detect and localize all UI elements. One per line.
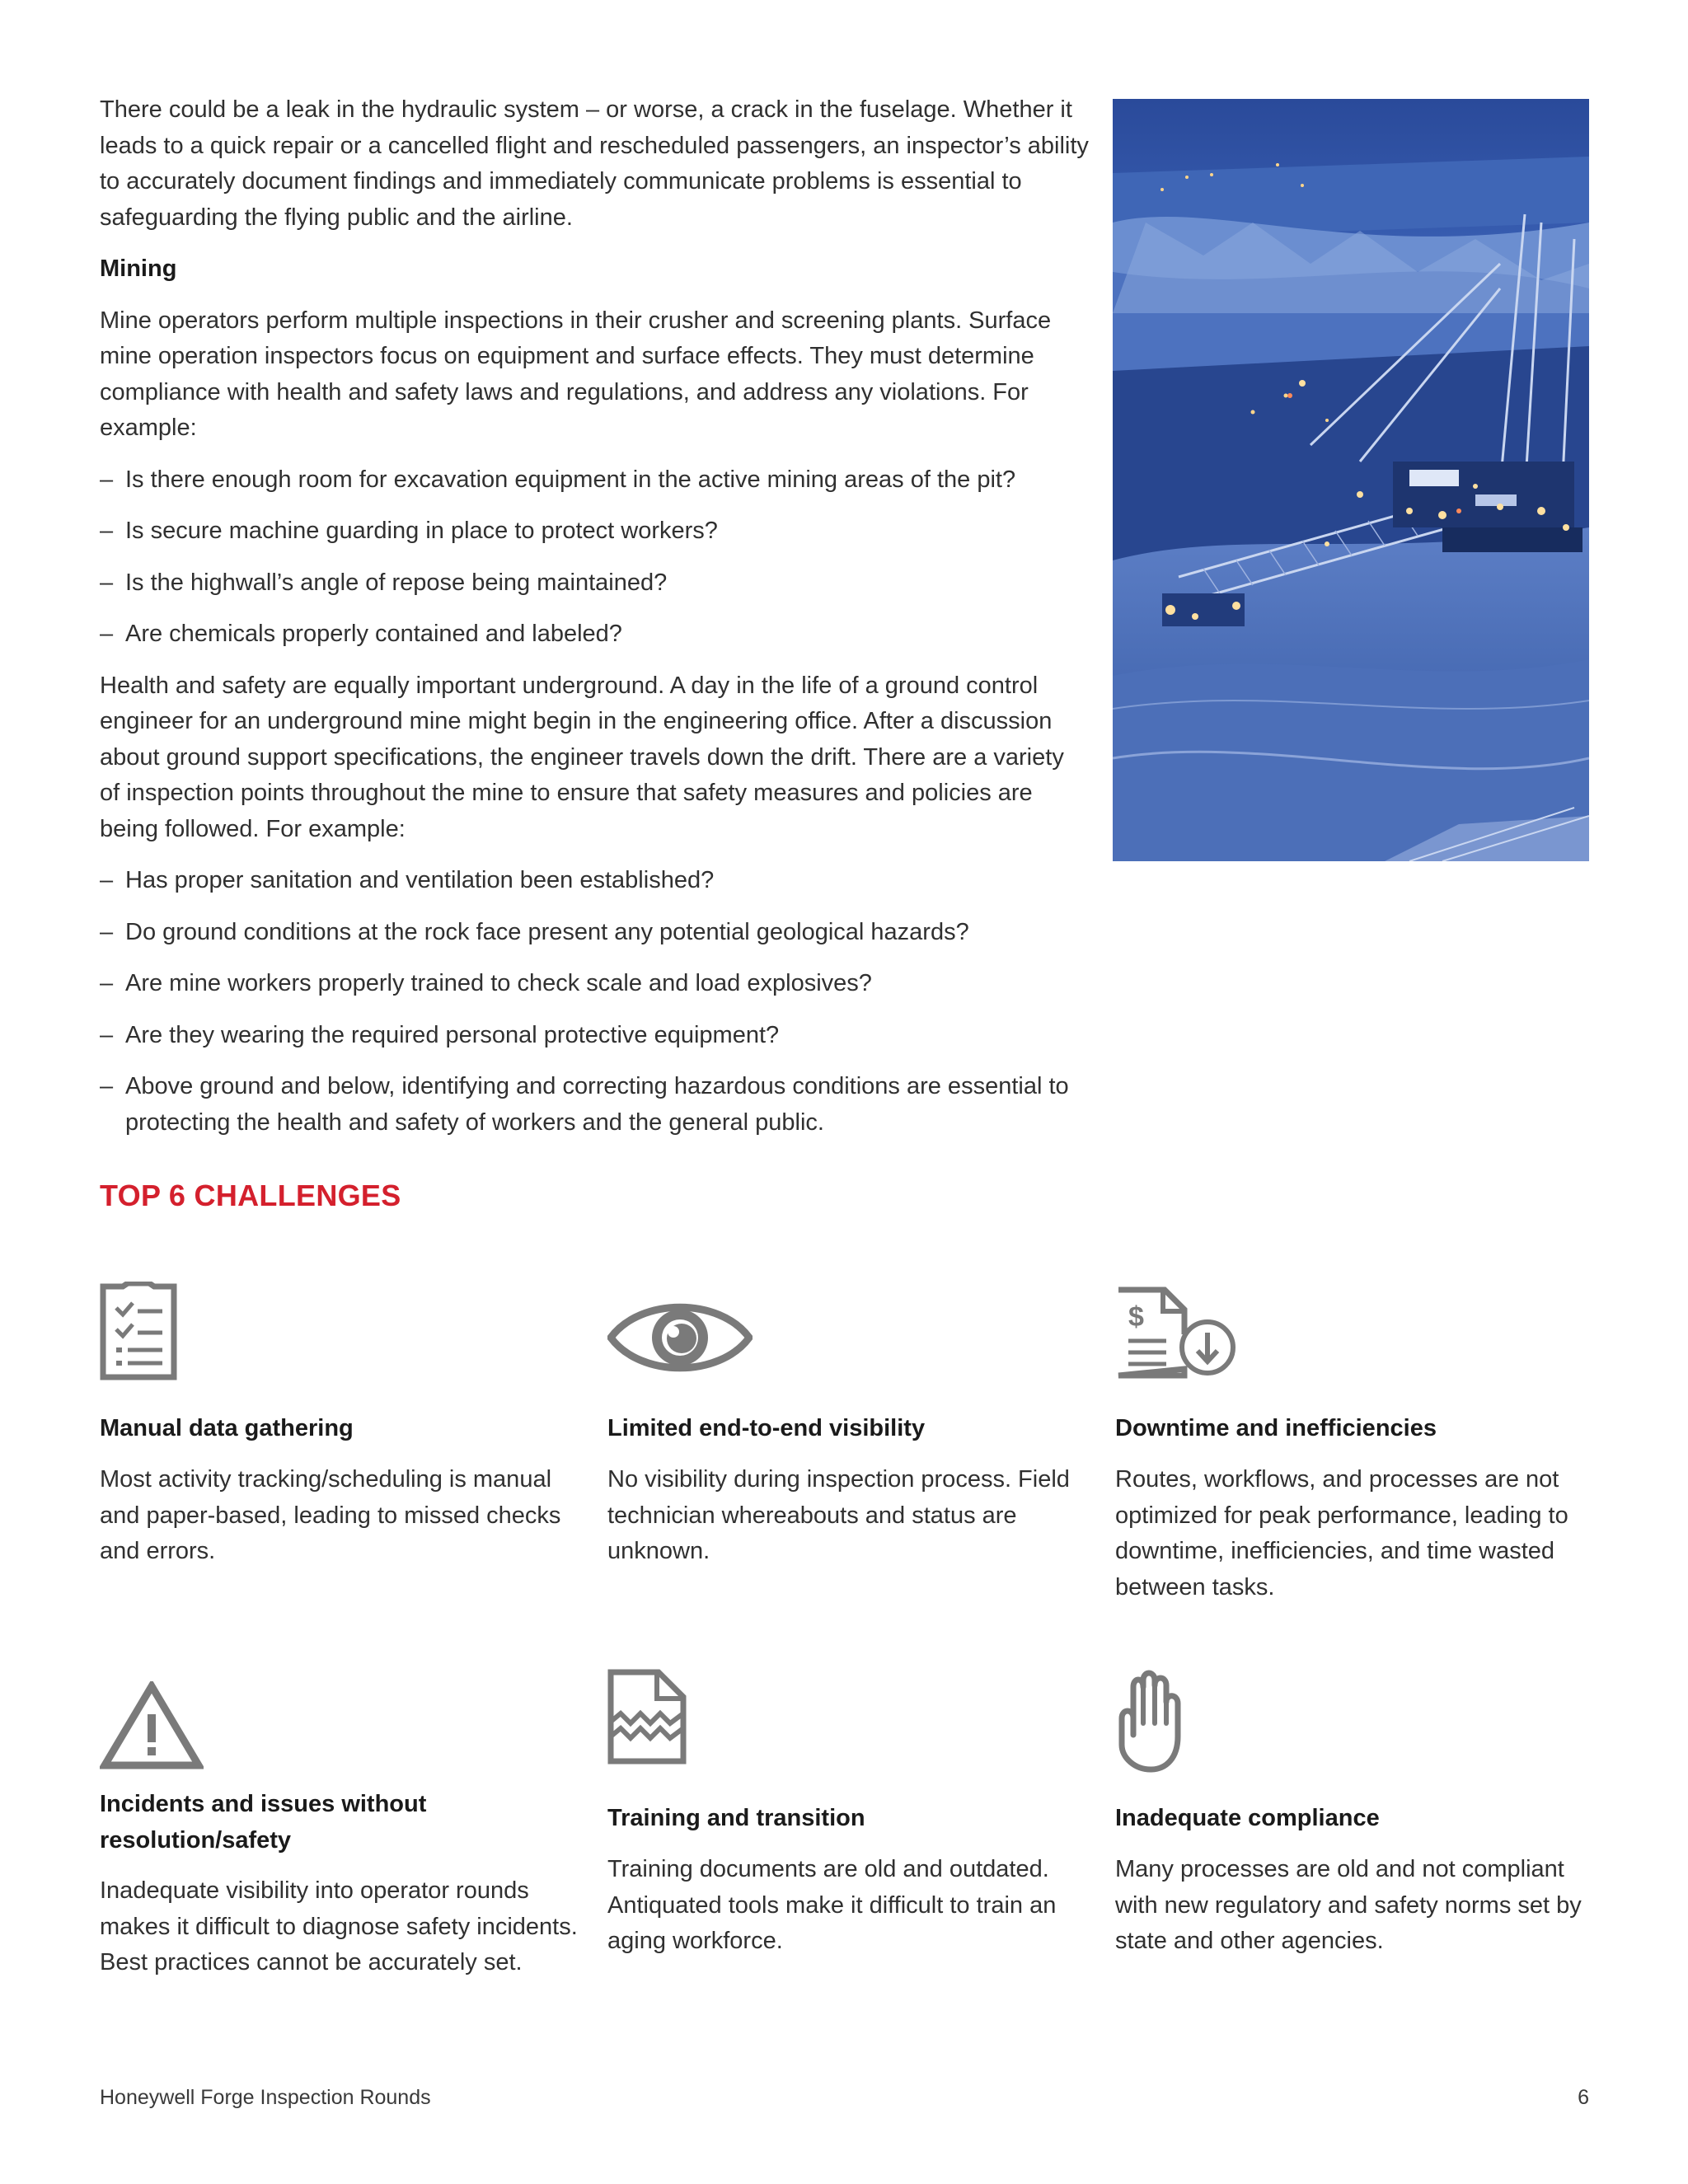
- surface-bullet-text: Is the highwall’s angle of repose being maintained?: [125, 569, 668, 596]
- clipboard-checklist-icon: [100, 1282, 177, 1385]
- challenge-description: Training documents are old and outdated. Antiquated tools make it difficult to train an aging workforce.: [607, 1856, 1057, 1954]
- bullet-dash: –: [100, 1021, 114, 1048]
- mining-heading: Mining: [100, 255, 177, 282]
- underground-bullet-text: Do ground conditions at the rock face present any potential geological hazards?: [125, 918, 969, 945]
- bullet-dash: –: [100, 867, 114, 893]
- svg-text:$: $: [1128, 1301, 1144, 1333]
- surface-bullet-text: Is secure machine guarding in place to protect workers?: [125, 518, 718, 544]
- bullet-dash: –: [100, 918, 114, 945]
- underground-bullet-text: Above ground and below, identifying and correcting hazardous conditions are essential to protecting the health and safety of workers and the general public.: [125, 1073, 1069, 1136]
- footer-document-name: Honeywell Forge Inspection Rounds: [100, 2086, 431, 2109]
- surface-bullet-text: Are chemicals properly contained and labeled?: [125, 621, 622, 647]
- underground-bullet-text: Has proper sanitation and ventilation been established?: [125, 867, 715, 893]
- challenge-description: Many processes are old and not compliant with new regulatory and safety norms set by state and other agencies.: [1115, 1856, 1582, 1954]
- challenge-description: Most activity tracking/scheduling is manual and paper-based, leading to missed checks and errors.: [100, 1466, 561, 1564]
- bullet-dash: –: [100, 518, 114, 544]
- intro-paragraph: There could be a leak in the hydraulic system – or worse, a crack in the fuselage. Whether it leads to a quick repair or a cancelled flight and rescheduled passengers, an inspector’s ability to accurately document findings and immediately communicate problems is essential to safeguarding the flying public and the airline.: [100, 96, 1089, 231]
- bullet-dash: –: [100, 1073, 114, 1099]
- challenge-title: Training and transition: [607, 1805, 865, 1831]
- challenge-title: Inadequate compliance: [1115, 1805, 1380, 1831]
- bullet-dash: –: [100, 569, 114, 596]
- challenge-title: Incidents and issues without resolution/safety: [100, 1791, 427, 1854]
- footer-page-number: 6: [1578, 2086, 1589, 2109]
- underground-bullet-text: Are mine workers properly trained to check scale and load explosives?: [125, 970, 872, 996]
- torn-document-icon: [607, 1669, 688, 1770]
- bullet-dash: –: [100, 970, 114, 996]
- bullet-dash: –: [100, 466, 114, 493]
- challenge-title: Manual data gathering: [100, 1415, 354, 1441]
- surface-bullet-text: Is there enough room for excavation equipment in the active mining areas of the pit?: [125, 466, 1016, 493]
- invoice-download-icon: [1115, 1286, 1239, 1390]
- underground-paragraph: Health and safety are equally important underground. A day in the life of a ground control engineer for an underground mine might begin in the engineering office. After a discussion about ground support specifications, the engineer travels down the drift. There are a variety of inspection points throughout the mine to ensure that safety measures and policies are being followed. For example:: [100, 672, 1064, 842]
- bullet-dash: –: [100, 621, 114, 647]
- challenge-description: No visibility during inspection process. Field technician whereabouts and status are unknown.: [607, 1466, 1070, 1564]
- warning-triangle-icon: [100, 1681, 204, 1774]
- challenge-description: Inadequate visibility into operator rounds makes it difficult to diagnose safety incidents. Best practices cannot be accurately set.: [100, 1877, 578, 1975]
- challenge-title: Downtime and inefficiencies: [1115, 1415, 1437, 1441]
- mining-paragraph: Mine operators perform multiple inspections in their crusher and screening plants. Surface mine operation inspectors focus on equipment and surface effects. They must determine compliance with health and safety laws and regulations, and address any violations. For example:: [100, 307, 1052, 441]
- section-title: TOP 6 CHALLENGES: [100, 1179, 401, 1212]
- stop-hand-icon: [1115, 1669, 1186, 1777]
- underground-bullet-text: Are they wearing the required personal protective equipment?: [125, 1021, 780, 1048]
- eye-icon: [607, 1297, 753, 1382]
- challenge-title: Limited end-to-end visibility: [607, 1415, 926, 1441]
- challenge-description: Routes, workflows, and processes are not optimized for peak performance, leading to downtime, inefficiencies, and time wasted between tasks.: [1115, 1466, 1568, 1601]
